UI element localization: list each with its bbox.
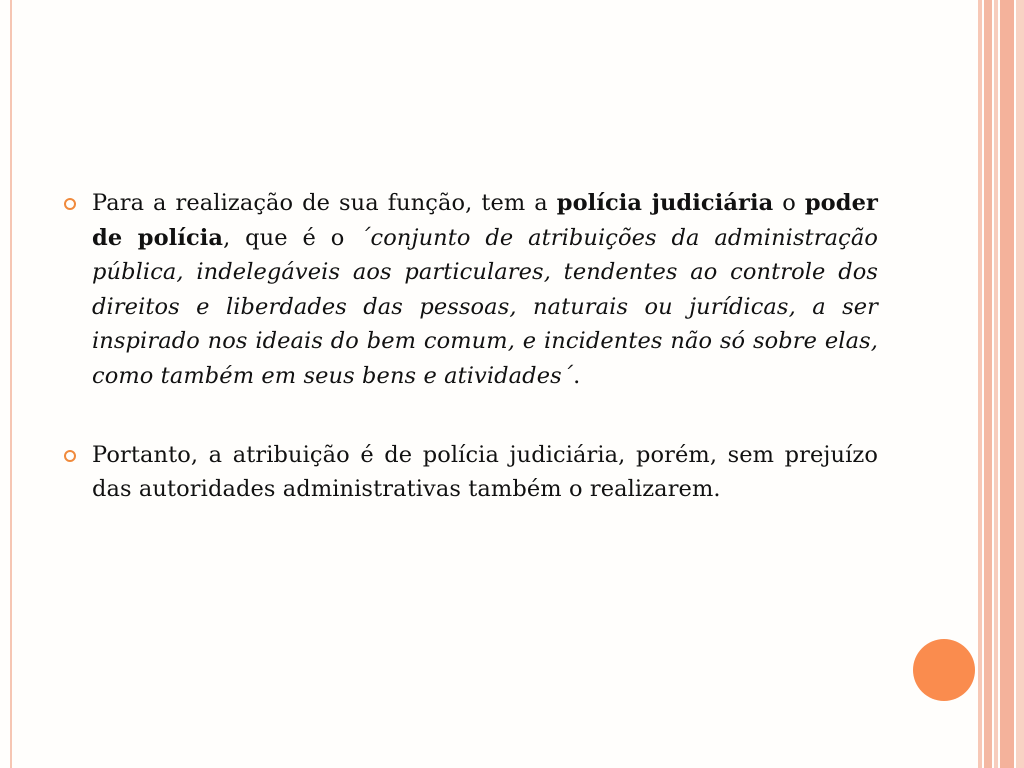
- right-border-band: [1000, 0, 1014, 768]
- right-border-band: [978, 0, 982, 768]
- right-border-band: [1016, 0, 1024, 768]
- bullet-item-2: [62, 438, 878, 507]
- italic-quote: ´conjunto de atribuições da administração pública, indelegáveis aos particulares, tendentes ao controle dos direitos e liberdades das pessoas, naturais ou jurídicas, a ser inspirado nos ideais do bem comum, e incidentes não só sobre elas, como também em seus bens e atividades´: [92, 224, 878, 389]
- bold-term-policia-judiciaria: polícia judiciária: [556, 190, 774, 216]
- left-border-line: [10, 0, 12, 768]
- slide-body: [62, 186, 878, 507]
- bullet-ring-icon: [64, 450, 76, 462]
- bullet-item-1: [62, 186, 878, 394]
- decorative-circle: [913, 639, 975, 701]
- bullet-text: Portanto, a atribuição é de polícia judiciária, porém, sem prejuízo das autoridades administrativas também o realizarem.: [92, 441, 878, 503]
- bullet-text-segment: .: [573, 362, 581, 389]
- bullet-ring-icon: [64, 198, 76, 210]
- bullet-text-segment: , que é o: [223, 224, 360, 251]
- bold-term-poder-de-policia: poder de polícia: [92, 190, 878, 251]
- bullet-text-segment: Para a realização de sua função, tem a: [92, 190, 557, 216]
- right-border-band: [984, 0, 992, 768]
- bullet-text-segment: o: [773, 190, 805, 216]
- right-border-band: [994, 0, 998, 768]
